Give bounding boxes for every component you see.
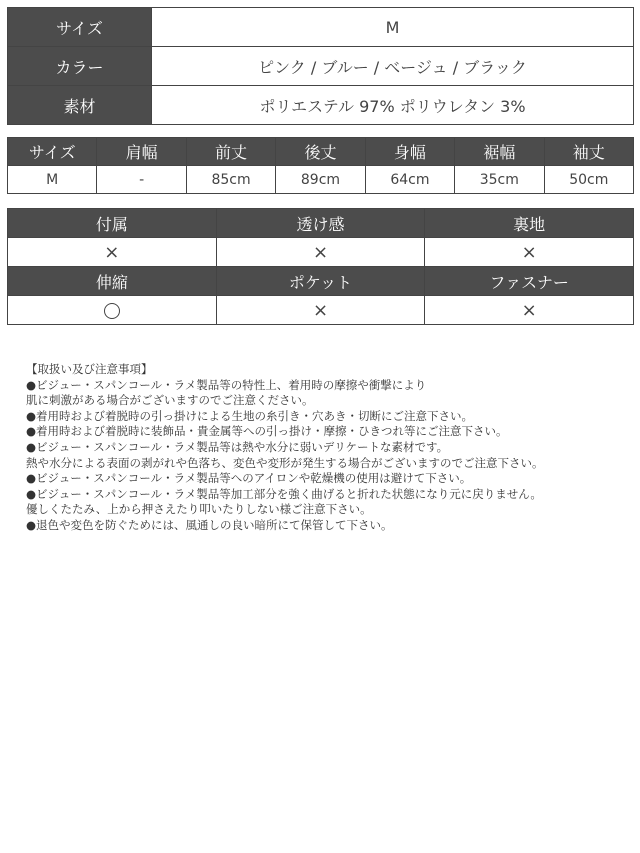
feature-header-pocket: ポケット: [216, 267, 425, 296]
care-notes: [26, 362, 636, 534]
size-header-hem-width: 裾幅: [455, 138, 544, 166]
size-header-front-length: 前丈: [186, 138, 275, 166]
note-line: ●ビジュー・スパンコール・ラメ製品等は熱や水分に弱いデリケートな素材です。: [26, 439, 449, 454]
feature-header-zipper: ファスナー: [425, 267, 634, 296]
size-value-sleeve-length: 50cm: [544, 166, 633, 194]
circle-mark-icon: [104, 303, 120, 319]
note-line: 肌に刺激がある場合がございますのでご注意ください。: [26, 393, 314, 408]
size-header-back-length: 後丈: [276, 138, 365, 166]
note-line: ●着用時および着脱時の引っ掛けによる生地の糸引き・穴あき・切断にご注意下さい。: [26, 408, 474, 423]
feature-value-sheerness: ×: [216, 238, 425, 267]
note-line: ●ビジュー・スパンコール・ラメ製品等加工部分を強く曲げると折れた状態になり元に戻りません。: [26, 486, 542, 501]
size-value-shoulder: -: [97, 166, 186, 194]
feature-header-sheerness: 透け感: [216, 209, 425, 238]
feature-header-row-2: [8, 267, 634, 296]
feature-header-stretch: 伸縮: [8, 267, 217, 296]
size-value-back-length: 89cm: [276, 166, 365, 194]
feature-value-row-2: [8, 296, 634, 325]
feature-value-zipper: ×: [425, 296, 634, 325]
spec-table: [7, 7, 634, 125]
spec-value-color: ピンク / ブルー / ベージュ / ブラック: [152, 47, 634, 86]
spec-row-color: [8, 47, 634, 86]
spec-label-color: カラー: [8, 47, 152, 86]
note-line: 熱や水分による表面の剥がれや色落ち、変色や変形が発生する場合がございますのでご注意下さい。: [26, 455, 544, 470]
spec-value-material: ポリエステル 97% ポリウレタン 3%: [152, 86, 634, 125]
spec-label-size: サイズ: [8, 8, 152, 47]
feature-header-accessory: 付属: [8, 209, 217, 238]
note-line: ●ビジュー・スパンコール・ラメ製品等へのアイロンや乾燥機の使用は避けて下さい。: [26, 471, 472, 486]
size-header-body-width: 身幅: [365, 138, 454, 166]
spec-row-size: [8, 8, 634, 47]
size-value-hem-width: 35cm: [455, 166, 544, 194]
feature-value-lining: ×: [425, 238, 634, 267]
size-value-row: [8, 166, 634, 194]
note-line: ●着用時および着脱時に装飾品・貴金属等への引っ掛け・摩擦・ひきつれ等にご注意下さい。: [26, 424, 508, 439]
care-notes-title: 【取扱い及び注意事項】: [26, 362, 153, 376]
feature-value-pocket: ×: [216, 296, 425, 325]
size-header-sleeve-length: 袖丈: [544, 138, 633, 166]
note-line: 優しくたたみ、上から押さえたり叩いたりしない様ご注意下さい。: [26, 502, 372, 517]
size-header-size: サイズ: [8, 138, 97, 166]
spec-label-material: 素材: [8, 86, 152, 125]
spec-value-size: M: [152, 8, 634, 47]
feature-value-stretch: [8, 296, 217, 325]
note-line: ●ビジュー・スパンコール・ラメ製品等の特性上、着用時の摩擦や衝撃により: [26, 377, 427, 392]
feature-header-row-1: [8, 209, 634, 238]
size-header-shoulder: 肩幅: [97, 138, 186, 166]
spec-row-material: [8, 86, 634, 125]
feature-value-accessory: ×: [8, 238, 217, 267]
size-value-size: M: [8, 166, 97, 194]
size-value-body-width: 64cm: [365, 166, 454, 194]
feature-value-row-1: [8, 238, 634, 267]
size-table: [7, 137, 634, 194]
feature-header-lining: 裏地: [425, 209, 634, 238]
note-line: ●退色や変色を防ぐためには、風通しの良い暗所にて保管して下さい。: [26, 517, 393, 532]
size-header-row: [8, 138, 634, 166]
feature-table: [7, 208, 634, 325]
size-value-front-length: 85cm: [186, 166, 275, 194]
